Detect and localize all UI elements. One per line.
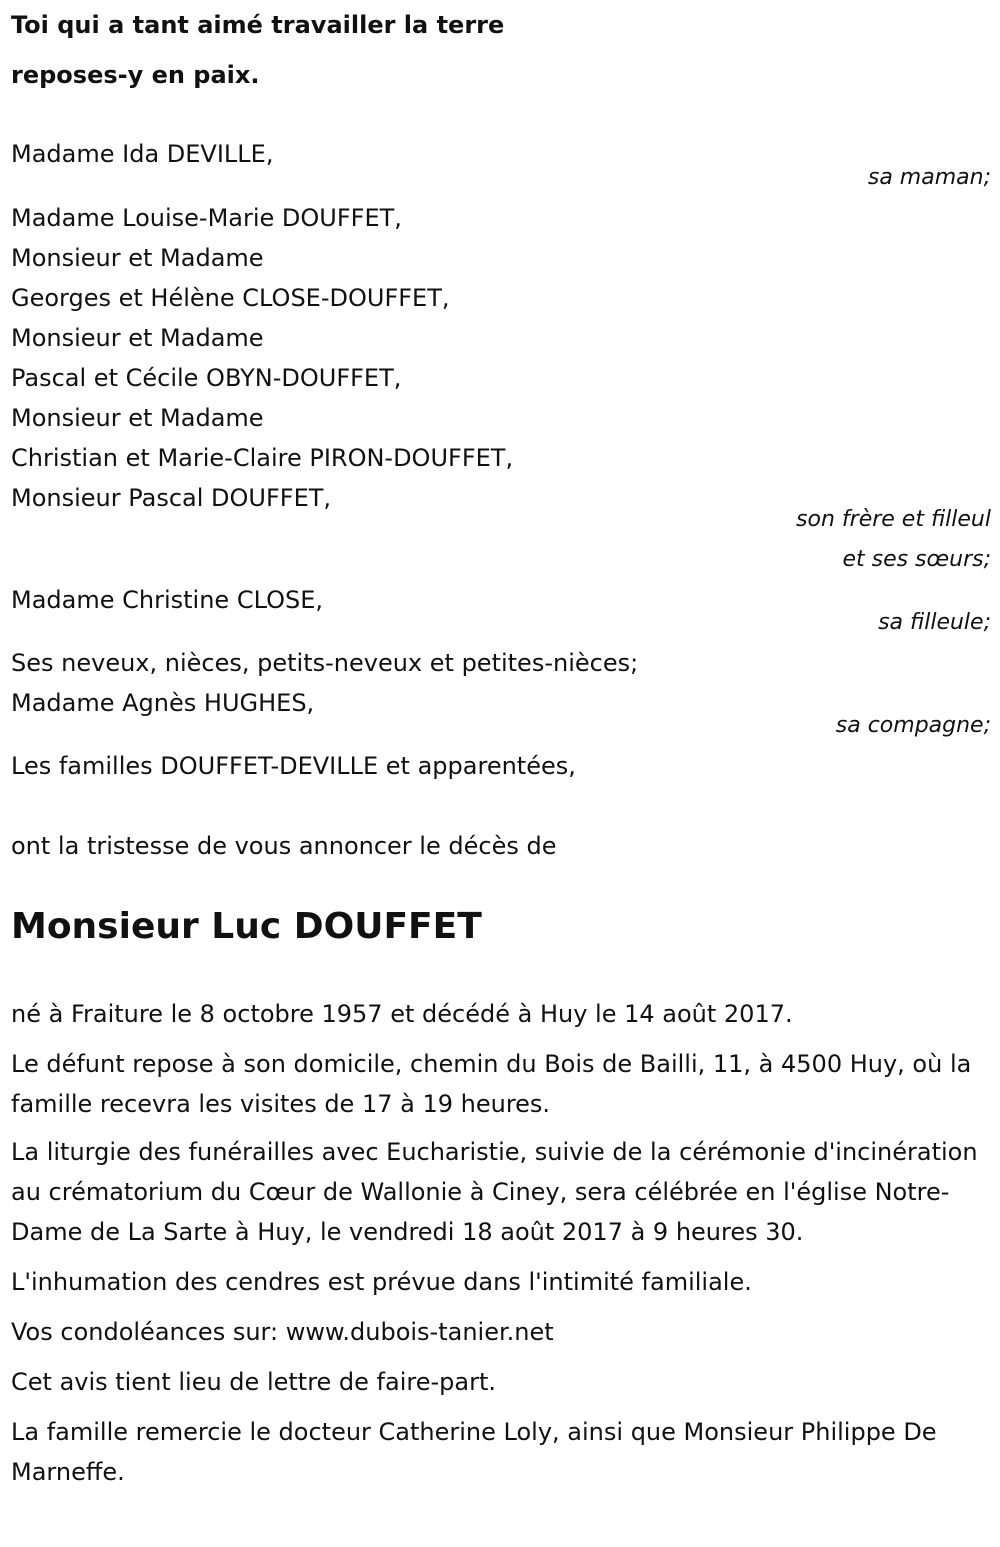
- sibling-line: Monsieur et Madame: [11, 244, 264, 272]
- mother-name: Madame Ida DEVILLE,: [11, 140, 274, 168]
- siblings-list: [11, 198, 991, 518]
- notice-paragraph: Cet avis tient lieu de lettre de faire-part.: [11, 1368, 496, 1396]
- inhumation-paragraph: L'inhumation des cendres est prévue dans l'intimité familiale.: [11, 1268, 752, 1296]
- epigraph-line-2: reposes-y en paix.: [11, 61, 260, 89]
- sibling-line: Georges et Hélène CLOSE-DOUFFET,: [11, 284, 450, 312]
- partner-name: Madame Agnès HUGHES,: [11, 689, 315, 717]
- birth-death-paragraph: né à Fraiture le 8 octobre 1957 et décédé à Huy le 14 août 2017.: [11, 1000, 793, 1028]
- details-section: [11, 994, 991, 1492]
- goddaughter-relation: sa filleule;: [878, 610, 991, 635]
- siblings-relation-2: et ses sœurs;: [842, 547, 991, 572]
- sibling-line: Madame Louise-Marie DOUFFET,: [11, 204, 402, 232]
- epigraph: [11, 0, 991, 100]
- sibling-line: Christian et Marie-Claire PIRON-DOUFFET,: [11, 444, 514, 472]
- mother-relation: sa maman;: [867, 165, 991, 190]
- sibling-line: Monsieur et Madame: [11, 324, 264, 352]
- siblings-relation-1: son frère et filleul: [796, 507, 991, 532]
- partner-relation: sa compagne;: [835, 713, 991, 738]
- sibling-line: Pascal et Cécile OBYN-DOUFFET,: [11, 364, 402, 392]
- nephews-line: Ses neveux, nièces, petits-neveux et petites-nièces;: [11, 649, 639, 677]
- sibling-line: Monsieur et Madame: [11, 404, 264, 432]
- announcement-line: ont la tristesse de vous annoncer le décès de: [11, 832, 557, 860]
- goddaughter-name: Madame Christine CLOSE,: [11, 586, 324, 614]
- condolences-paragraph: Vos condoléances sur: www.dubois-tanier.net: [11, 1318, 554, 1346]
- epigraph-line-1: Toi qui a tant aimé travailler la terre: [11, 11, 505, 39]
- families-line: Les familles DOUFFET-DEVILLE et apparentées,: [11, 752, 576, 780]
- liturgy-paragraph: La liturgie des funérailles avec Eucharistie, suivie de la cérémonie d'incinération au crématorium du Cœur de Wallonie à Ciney, sera célébrée en l'église Notre-Dame de La Sarte à Huy, le vendredi 18 août 2017 à 9 heures 30.: [11, 1138, 978, 1246]
- visits-paragraph: Le défunt repose à son domicile, chemin du Bois de Bailli, 11, à 4500 Huy, où la famille recevra les visites de 17 à 19 heures.: [11, 1050, 972, 1118]
- sibling-line: Monsieur Pascal DOUFFET,: [11, 484, 332, 512]
- thanks-paragraph: La famille remercie le docteur Catherine Loly, ainsi que Monsieur Philippe De Marneffe.: [11, 1418, 937, 1486]
- deceased-name: Monsieur Luc DOUFFET: [11, 906, 482, 947]
